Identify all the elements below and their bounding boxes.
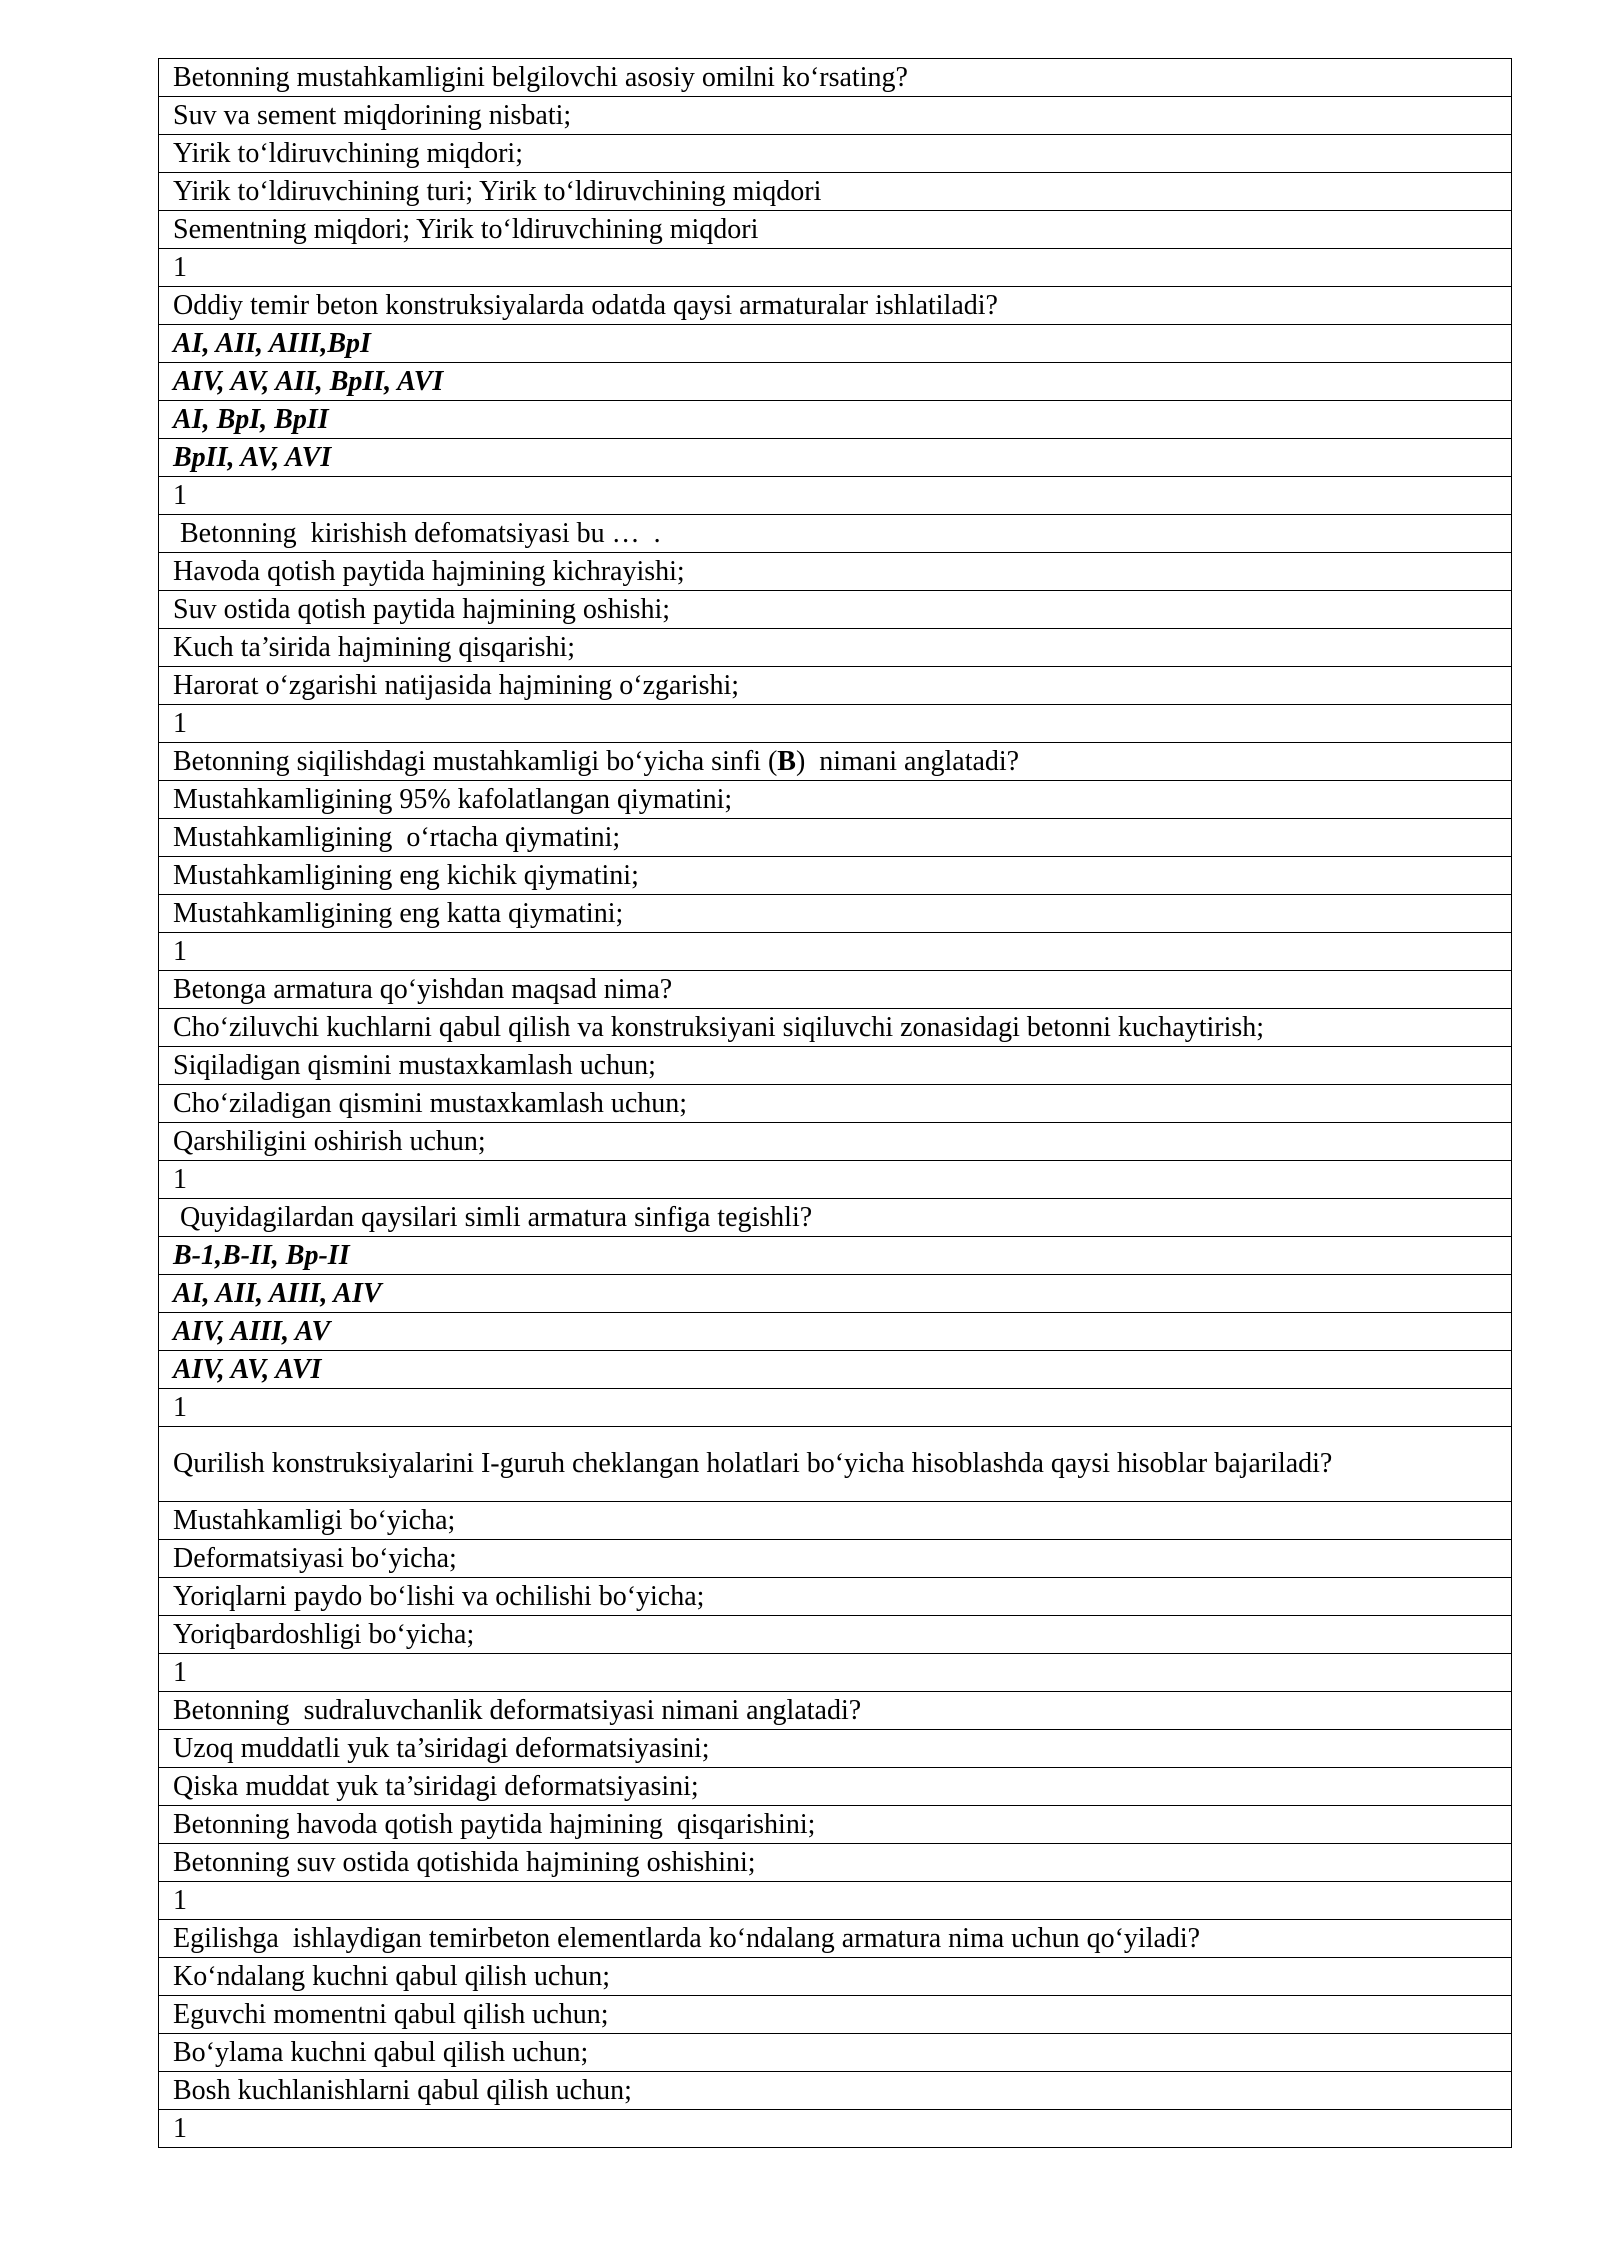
option-row [159, 629, 1512, 667]
option-text: Mustahkamligining eng katta qiymatini; [159, 895, 1512, 933]
answer-text: 1 [159, 705, 1512, 743]
option-row [159, 1123, 1512, 1161]
quiz-table [158, 58, 1512, 2148]
answer-row [159, 2110, 1512, 2148]
option-text: Kuch ta’sirida hajmining qisqarishi; [159, 629, 1512, 667]
question-row [159, 971, 1512, 1009]
option-row [159, 1768, 1512, 1806]
option-text: Eguvchi momentni qabul qilish uchun; [159, 1996, 1512, 2034]
option-text: Betonning suv ostida qotishida hajmining oshishini; [159, 1844, 1512, 1882]
option-row [159, 857, 1512, 895]
option-text: Mustahkamligining o‘rtacha qiymatini; [159, 819, 1512, 857]
option-row [159, 439, 1512, 477]
option-row [159, 173, 1512, 211]
option-row [159, 781, 1512, 819]
option-text: BpII, AV, AVI [159, 439, 1512, 477]
question-text: Oddiy temir beton konstruksiyalarda odatda qaysi armaturalar ishlatiladi? [159, 287, 1512, 325]
option-row [159, 1996, 1512, 2034]
question-row [159, 1920, 1512, 1958]
question-row [159, 515, 1512, 553]
answer-text: 1 [159, 1654, 1512, 1692]
question-row [159, 59, 1512, 97]
question-text: Betonga armatura qo‘yishdan maqsad nima? [159, 971, 1512, 1009]
option-row [159, 1275, 1512, 1313]
option-row [159, 591, 1512, 629]
option-text: Havoda qotish paytida hajmining kichrayishi; [159, 553, 1512, 591]
option-text: Uzoq muddatli yuk ta’siridagi deformatsiyasini; [159, 1730, 1512, 1768]
question-row [159, 1692, 1512, 1730]
option-row [159, 325, 1512, 363]
option-text: Qarshiligini oshirish uchun; [159, 1123, 1512, 1161]
option-row [159, 895, 1512, 933]
option-text: Suv ostida qotish paytida hajmining oshishi; [159, 591, 1512, 629]
document-page [158, 58, 1512, 2148]
option-row [159, 2034, 1512, 2072]
question-row [159, 1427, 1512, 1502]
answer-row [159, 477, 1512, 515]
option-text: AI, BpI, BpII [159, 401, 1512, 439]
option-row [159, 667, 1512, 705]
option-row [159, 363, 1512, 401]
option-row [159, 97, 1512, 135]
option-text: AI, AII, AIII, AIV [159, 1275, 1512, 1313]
option-text: Harorat o‘zgarishi natijasida hajmining o‘zgarishi; [159, 667, 1512, 705]
question-text [159, 743, 1512, 781]
answer-text: 1 [159, 1389, 1512, 1427]
option-row [159, 1237, 1512, 1275]
option-text: Bo‘ylama kuchni qabul qilish uchun; [159, 2034, 1512, 2072]
option-text: Sementning miqdori; Yirik to‘ldiruvchining miqdori [159, 211, 1512, 249]
answer-text: 1 [159, 477, 1512, 515]
question-text: Quyidagilardan qaysilari simli armatura sinfiga tegishli? [159, 1199, 1512, 1237]
question-text: Qurilish konstruksiyalarini I-guruh cheklangan holatlari bo‘yicha hisoblashda qaysi hisoblar bajariladi? [159, 1427, 1512, 1502]
option-row [159, 1502, 1512, 1540]
option-text: Ko‘ndalang kuchni qabul qilish uchun; [159, 1958, 1512, 1996]
answer-row [159, 249, 1512, 287]
question-text: Betonning mustahkamligini belgilovchi asosiy omilni ko‘rsating? [159, 59, 1512, 97]
option-text: AIV, AV, AII, BpII, AVI [159, 363, 1512, 401]
question-row [159, 287, 1512, 325]
question-text: Egilishga ishlaydigan temirbeton elementlarda ko‘ndalang armatura nima uchun qo‘yiladi? [159, 1920, 1512, 1958]
option-text: Suv va sement miqdorining nisbati; [159, 97, 1512, 135]
question-text: Betonning sudraluvchanlik deformatsiyasi nimani anglatadi? [159, 1692, 1512, 1730]
option-text: Cho‘ziluvchi kuchlarni qabul qilish va konstruksiyani siqiluvchi zonasidagi betonni kuchaytirish; [159, 1009, 1512, 1047]
option-text: Bosh kuchlanishlarni qabul qilish uchun; [159, 2072, 1512, 2110]
option-row [159, 1578, 1512, 1616]
option-row [159, 553, 1512, 591]
option-row [159, 1958, 1512, 1996]
answer-row [159, 1654, 1512, 1692]
question-text-part: ) nimani anglatadi? [795, 745, 1020, 777]
answer-text: 1 [159, 1882, 1512, 1920]
question-text: Betonning kirishish defomatsiyasi bu … . [159, 515, 1512, 553]
option-row [159, 1009, 1512, 1047]
option-text: B-1,B-II, Bp-II [159, 1237, 1512, 1275]
answer-row [159, 1882, 1512, 1920]
option-row [159, 1085, 1512, 1123]
option-row [159, 1730, 1512, 1768]
answer-text: 1 [159, 933, 1512, 971]
option-text: Betonning havoda qotish paytida hajmining qisqarishini; [159, 1806, 1512, 1844]
option-row [159, 1313, 1512, 1351]
answer-row [159, 1161, 1512, 1199]
option-text: AIV, AV, AVI [159, 1351, 1512, 1389]
option-row [159, 1351, 1512, 1389]
option-text: Yirik to‘ldiruvchining miqdori; [159, 135, 1512, 173]
option-text: Yoriqbardoshligi bo‘yicha; [159, 1616, 1512, 1654]
question-row [159, 1199, 1512, 1237]
option-row [159, 1540, 1512, 1578]
option-row [159, 211, 1512, 249]
option-text: Deformatsiyasi bo‘yicha; [159, 1540, 1512, 1578]
option-text: Mustahkamligining 95% kafolatlangan qiymatini; [159, 781, 1512, 819]
option-text: AIV, AIII, AV [159, 1313, 1512, 1351]
option-row [159, 1844, 1512, 1882]
option-text: Siqiladigan qismini mustaxkamlash uchun; [159, 1047, 1512, 1085]
option-text: Yoriqlarni paydo bo‘lishi va ochilishi bo‘yicha; [159, 1578, 1512, 1616]
option-row [159, 1616, 1512, 1654]
option-row [159, 1806, 1512, 1844]
option-row [159, 2072, 1512, 2110]
option-row [159, 819, 1512, 857]
answer-text: 1 [159, 1161, 1512, 1199]
option-text: Qiska muddat yuk ta’siridagi deformatsiyasini; [159, 1768, 1512, 1806]
option-row [159, 135, 1512, 173]
answer-row [159, 705, 1512, 743]
class-symbol: B [777, 745, 796, 777]
option-text: AI, AII, AIII,BpI [159, 325, 1512, 363]
answer-row [159, 1389, 1512, 1427]
option-text: Yirik to‘ldiruvchining turi; Yirik to‘ldiruvchining miqdori [159, 173, 1512, 211]
option-row [159, 401, 1512, 439]
option-row [159, 1047, 1512, 1085]
answer-text: 1 [159, 2110, 1512, 2148]
option-text: Cho‘ziladigan qismini mustaxkamlash uchun; [159, 1085, 1512, 1123]
option-text: Mustahkamligining eng kichik qiymatini; [159, 857, 1512, 895]
question-row [159, 743, 1512, 781]
answer-row [159, 933, 1512, 971]
question-text-part: Betonning siqilishdagi mustahkamligi bo‘yicha sinfi ( [173, 745, 778, 777]
answer-text: 1 [159, 249, 1512, 287]
option-text: Mustahkamligi bo‘yicha; [159, 1502, 1512, 1540]
